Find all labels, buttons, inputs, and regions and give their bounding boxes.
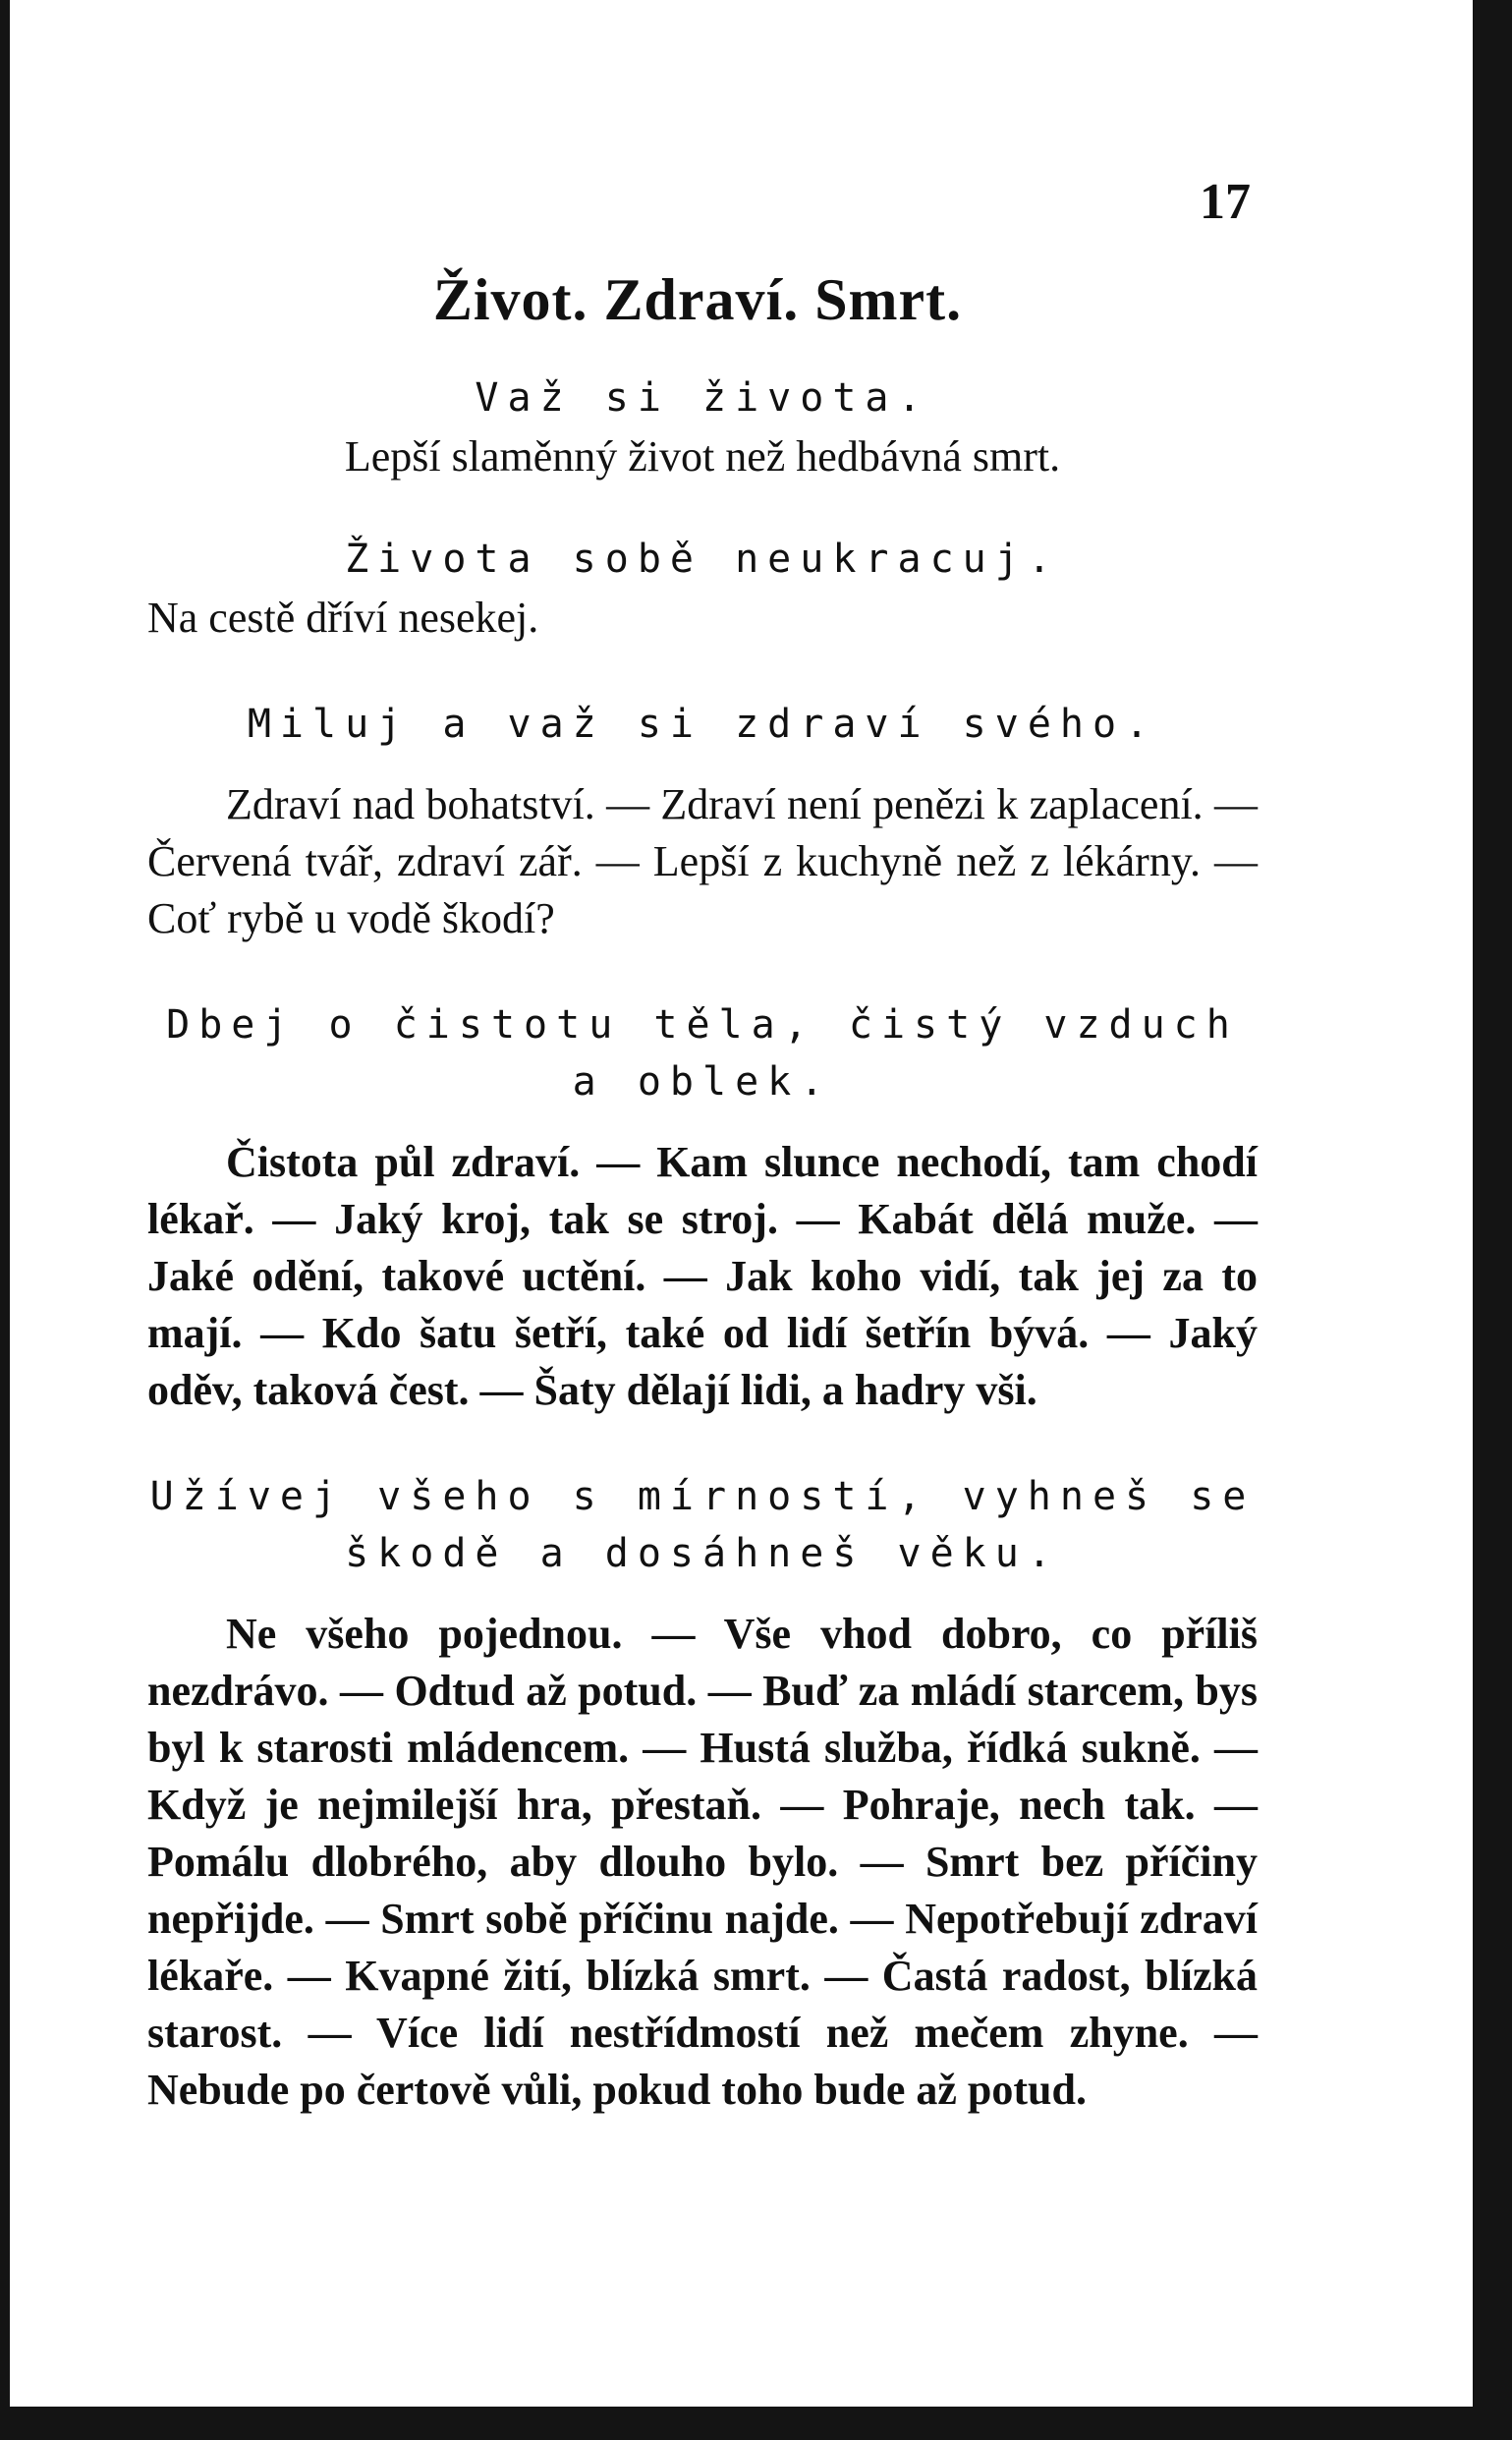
page-content [147,369,1258,2119]
proverb-text-5: Ne všeho pojednou. — Vše vhod dobro, co příliš nezdrávo. — Odtud až potud. — Buď za mládí starcem, bys byl k starosti mládencem. — Hustá služba, řídká sukně. — Když je nejmilejší hra, přestaň. — Pohraje, nech tak. — Pomálu dlobrého, aby dlouho bylo. — Smrt bez příčiny nepřijde. — Smrt sobě příčinu najde. — Nepotřebují zdraví lékaře. — Kvapné žití, blízká smrt. — Častá radost, blízká starost. — Více lidí nestřídmostí než mečem zhyne. — Nebude po čertově vůli, pokud toho bude až potud. [147,1610,1258,2114]
scan-edge-bottom [0,2407,1512,2440]
proverb-text-2: Na cestě dříví nesekej. [147,594,539,642]
section-heading-3: Miluj a važ si zdraví svého. [247,702,1158,747]
section-heading-2: Života sobě neukracuj. [345,537,1060,582]
proverb-text-1: Lepší slaměnný život než hedbávná smrt. [344,432,1061,481]
proverb-text-3: Zdraví nad bohatství. — Zdraví není penězi k zaplacení. — Červená tvář, zdraví zář. — Lepší z kuchyně než z lékárny. — Coť rybě u vodě škodí? [147,780,1258,942]
proverb-text-4: Čistota půl zdraví. — Kam slunce nechodí, tam chodí lékař. — Jaký kroj, tak se stroj. — Kabát dělá muže. — Jaké odění, takové uctění. — Jak koho vidí, tak jej za to mají. — Kdo šatu šetří, také od lidí šetřín bývá. — Jaký oděv, taková čest. — Šaty dělají lidi, a hadry vši. [147,1138,1258,1414]
page-number: 17 [1200,174,1251,230]
section-heading-1: Važ si života. [475,375,930,421]
scan-edge-right [1473,0,1512,2440]
scan-edge-left [0,0,10,2440]
section-heading-5: Užívej všeho s mírností, vyhneš se škodě a dosáhneš věku. [149,1474,1256,1576]
chapter-title: Život. Zdraví. Smrt. [432,267,963,332]
section-heading-4: Dbej o čistotu těla, čistý vzduch a oblek. [166,1002,1239,1105]
